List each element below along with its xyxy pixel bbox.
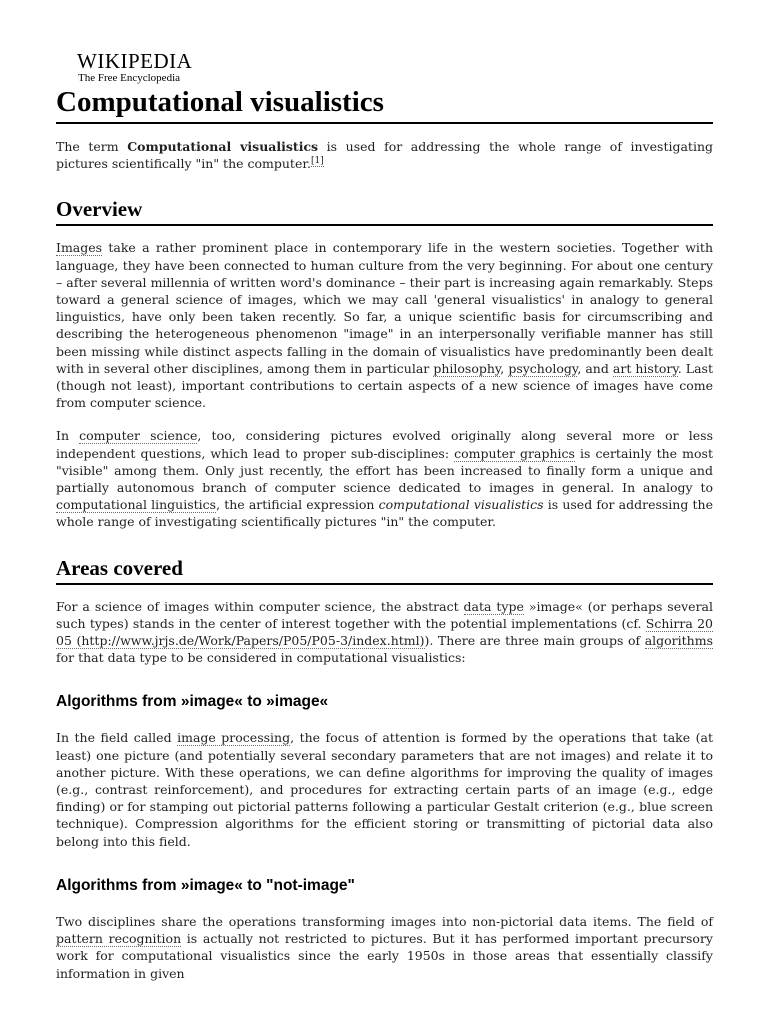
link-schirra-2005[interactable]: Schirra 2005 (http://www.jrjs.de/Work/Papers/P05/P05-3/index.html) xyxy=(56,615,713,649)
logo-wordmark: WIKIPEDIA xyxy=(77,49,193,73)
link-computer-graphics[interactable]: computer graphics xyxy=(454,445,575,461)
link-pattern-recognition[interactable]: pattern recognition xyxy=(56,931,182,947)
link-philosophy[interactable]: philosophy xyxy=(433,360,501,376)
intro-paragraph: The term Computational visualistics is used for addressing the whole range of investigating pictures scientifically "in" the computer.[1] xyxy=(56,139,713,172)
link-data-type[interactable]: data type xyxy=(463,598,524,614)
article-content xyxy=(56,138,713,982)
overview-paragraph-1: Images take a rather prominent place in contemporary life in the western societies. Together with language, they have been connected to human culture from the very beginning. For about one century – after several millennia of written word's dominance – their part is increasing again remarkably. Steps toward a general science of images, which we may call 'general visualistics' in analogy to general linguistics, have only been taken recently. So far, a unique scientific basis for circumscribing and describing the heterogeneous phenomenon "image" in an interpersonally verifiable manner has still been missing while distinct aspects falling in the domain of visualistics have predominantly been dealt with in several other disciplines, among them in particular philosophy, psychology, and art history. Last (though not least), important contributions to certain aspects of a new science of images have come from computer science. xyxy=(56,240,713,411)
link-computer-science[interactable]: computer science xyxy=(79,428,198,444)
reference-1[interactable] xyxy=(311,156,324,167)
emphasis-term: computational visualistics xyxy=(378,497,544,513)
logo-tagline: The Free Encyclopedia xyxy=(78,72,181,84)
link-image-processing[interactable]: image processing xyxy=(177,730,291,746)
wikipedia-logo[interactable] xyxy=(77,50,192,84)
page-title: Computational visualistics xyxy=(56,82,713,124)
intro-term: Computational visualistics xyxy=(127,139,319,154)
overview-paragraph-2: In computer science, too, considering pictures evolved originally along several more or less independent questions, which lead to proper sub-disciplines: computer graphics is certainly the most "visible" among them. Only just recently, the effort has been increased to finally form a unique and partially autonomous branch of computer science dedicated to images in general. In analogy to computational linguistics, the artificial expression computational visualistics is used for addressing the whole range of investigating scientifically pictures "in" the computer. xyxy=(56,428,713,530)
section-heading-overview: Overview xyxy=(56,194,713,226)
image-to-image-paragraph: In the field called image processing, the focus of attention is formed by the operations that take (at least) one picture (and potentially several secondary parameters that are not images) and relate it to another picture. With these operations, we can define algorithms for improving the quality of images (e.g., contrast reinforcement), and procedures for extracting certain parts of an image (e.g., edge finding) or for stamping out pictorial patterns following a particular Gestalt criterion (e.g., blue screen technique). Compression algorithms for the efficient storing or transmitting of pictorial data also belong into this field. xyxy=(56,730,714,849)
subsection-heading-image-to-not-image: Algorithms from »image« to "not-image" xyxy=(56,876,355,894)
reference-link[interactable]: [1] xyxy=(310,156,324,167)
areas-paragraph-1: For a science of images within computer science, the abstract data type »image« (or perhaps several such types) stands in the center of interest together with the potential implementations (cf. Schirra 2005 (http://www.jrjs.de/Work/Papers/P05/P05-3/index.html)). There are three main groups of algorithms for that data type to be considered in computational visualistics: xyxy=(56,598,714,666)
section-heading-areas-covered: Areas covered xyxy=(56,553,713,585)
link-psychology[interactable]: psychology xyxy=(508,360,578,376)
image-to-not-image-paragraph: Two disciplines share the operations transforming images into non-pictorial data items. The field of pattern recognition is actually not restricted to pictures. But it has performed important precursory work for computational visualistics since the early 1950s in those areas that essentially classify information in given xyxy=(56,913,713,981)
link-images[interactable]: Images xyxy=(56,240,103,256)
link-computational-linguistics[interactable]: computational linguistics xyxy=(56,497,217,513)
subsection-heading-image-to-image: Algorithms from »image« to »image« xyxy=(56,693,329,711)
link-algorithms[interactable]: algorithms xyxy=(644,633,713,649)
link-art-history[interactable]: art history xyxy=(612,360,678,376)
